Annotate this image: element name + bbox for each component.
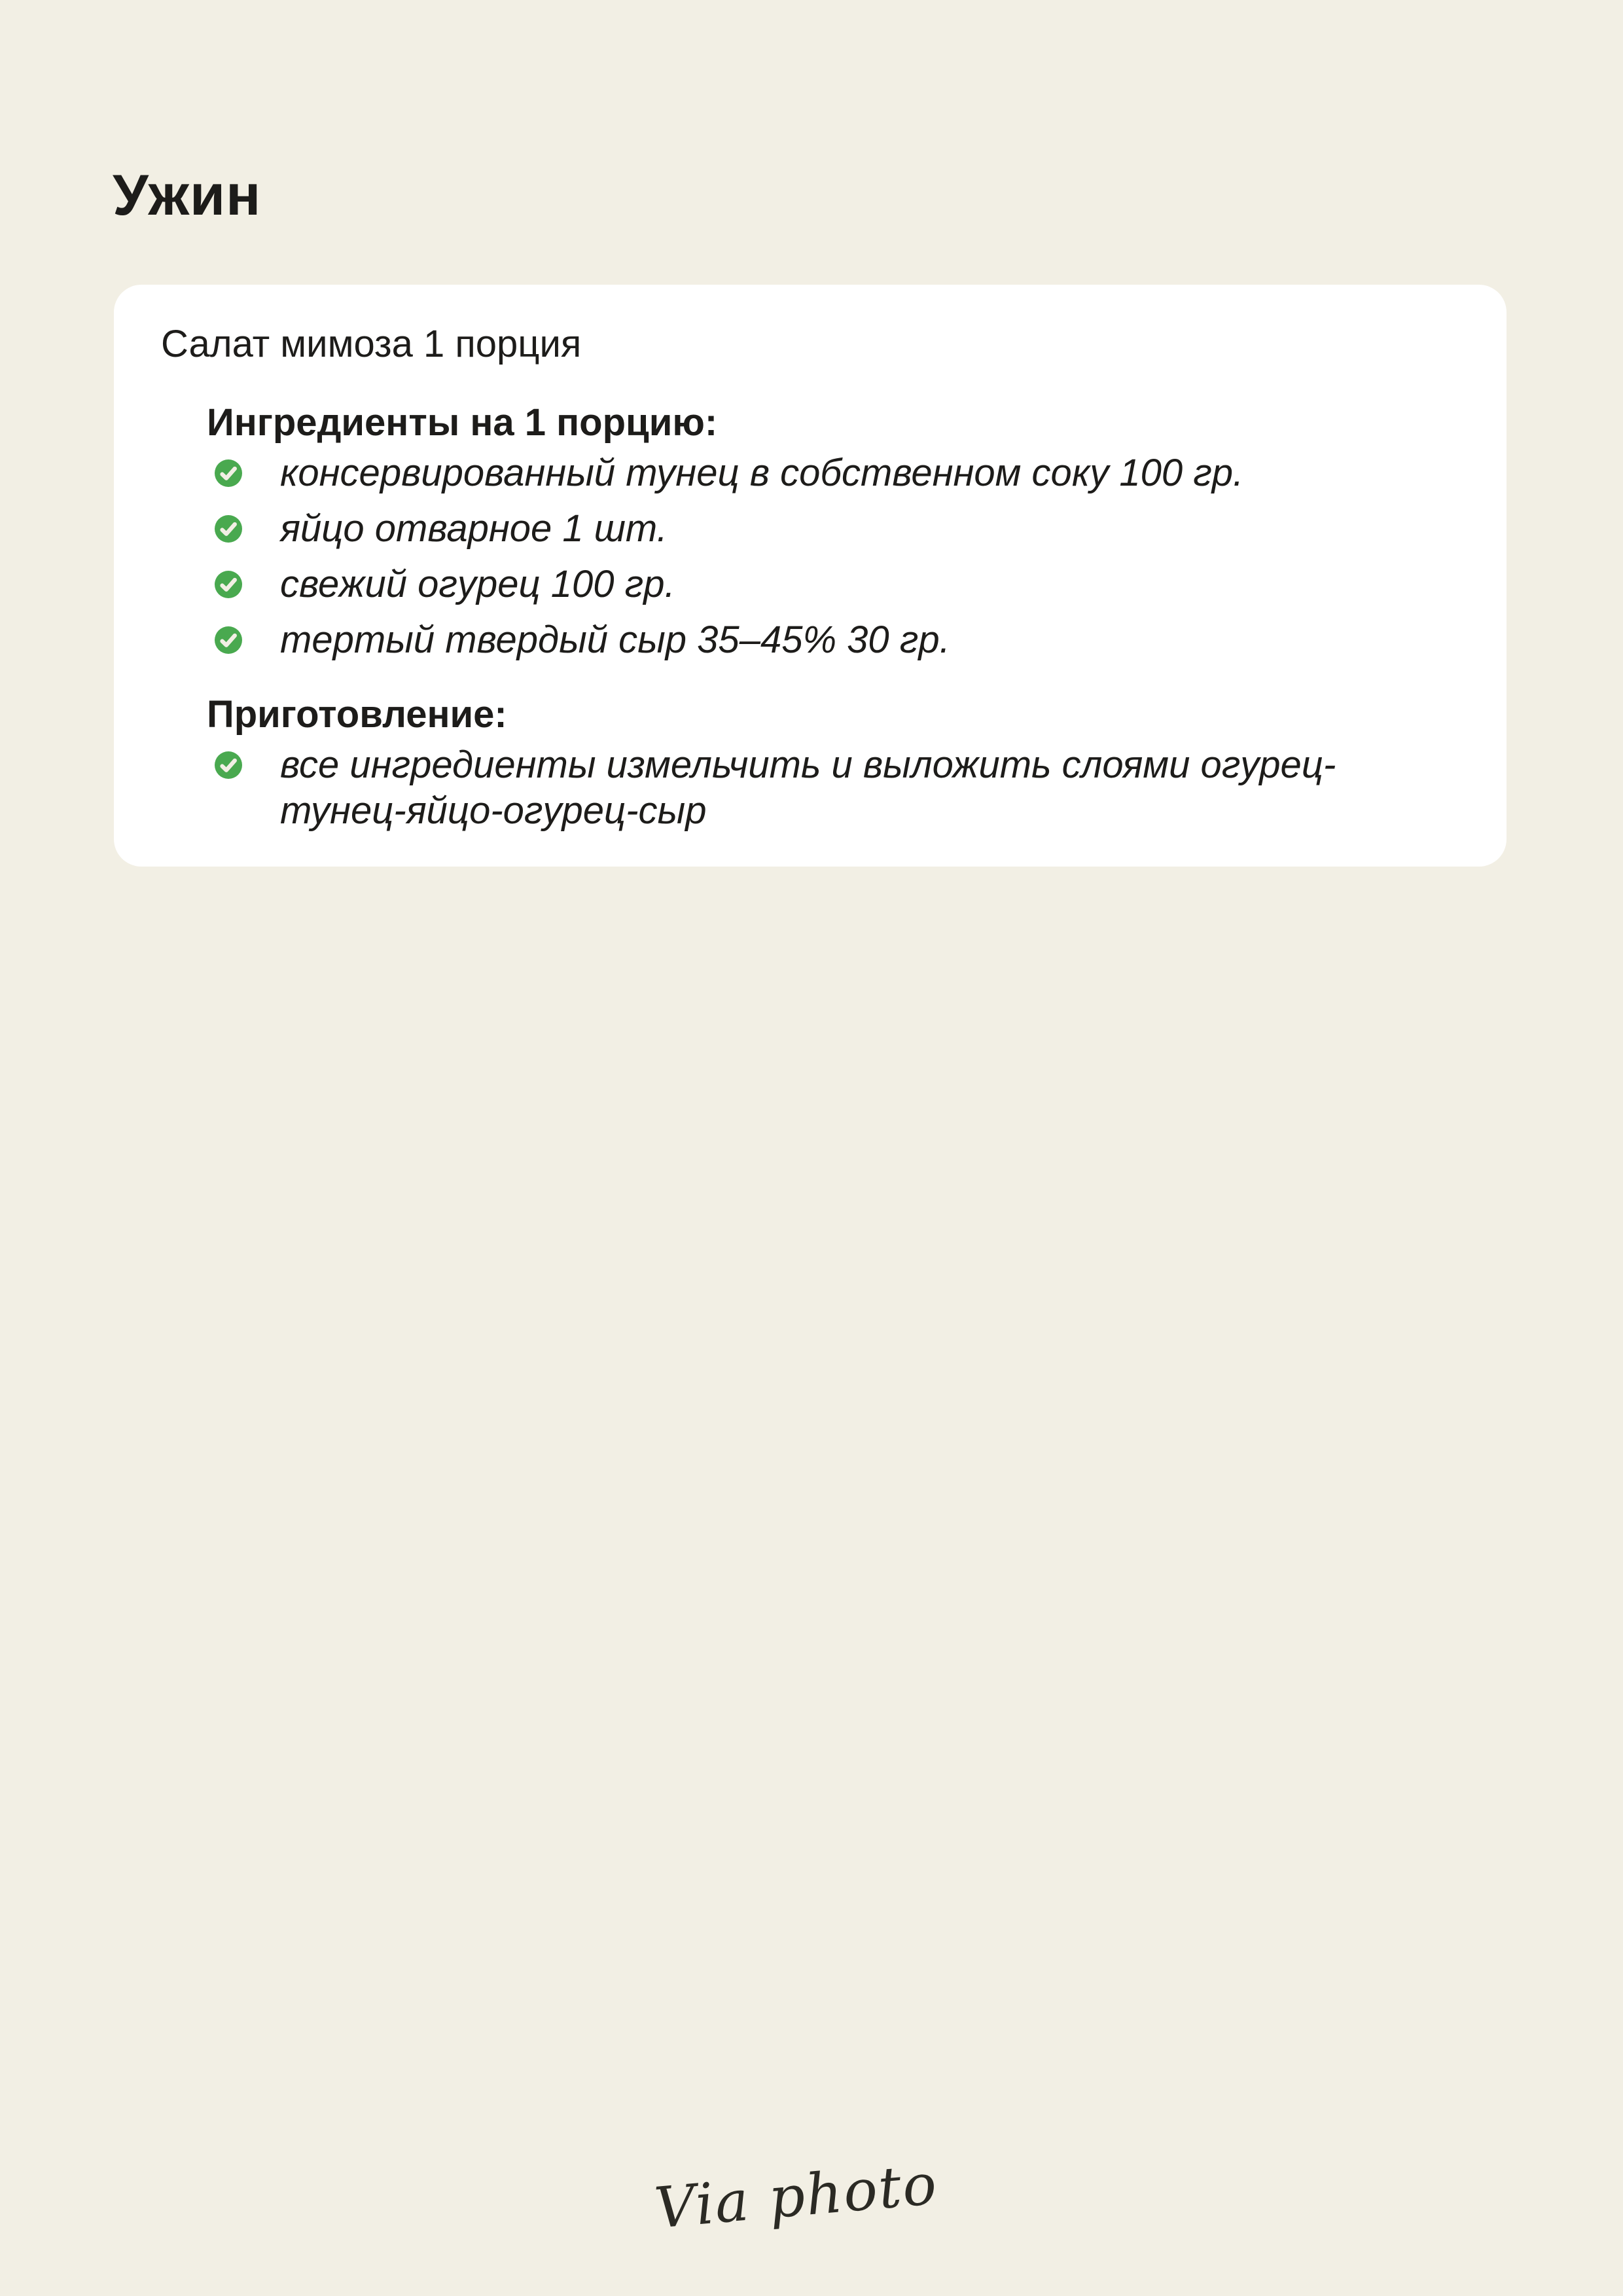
list-item xyxy=(215,738,1459,839)
recipe-title: Салат мимоза 1 порция xyxy=(161,323,582,365)
ingredients-heading: Ингредиенты на 1 порцию: xyxy=(207,401,718,444)
list-item xyxy=(215,613,1459,668)
page-title: Ужин xyxy=(113,162,262,227)
recipe-card xyxy=(114,285,1507,867)
check-icon xyxy=(215,751,242,779)
list-item-text: консервированный тунец в собственном соку 100 гр. xyxy=(280,452,1244,494)
check-icon xyxy=(215,459,242,487)
list-item-text: свежий огурец 100 гр. xyxy=(280,563,675,605)
check-icon xyxy=(215,515,242,543)
list-item-text: тертый твердый сыр 35–45% 30 гр. xyxy=(280,619,950,661)
preparation-heading: Приготовление: xyxy=(207,693,507,736)
ingredients-list xyxy=(161,446,1459,668)
check-icon xyxy=(215,626,242,654)
signature-watermark: Via photo xyxy=(652,2151,940,2242)
list-item-text: все ингредиенты измельчить и выложить слоями огурец-тунец-яйцо-огурец-сыр xyxy=(280,744,1336,832)
list-item xyxy=(215,446,1459,501)
check-icon xyxy=(215,571,242,598)
list-item xyxy=(215,501,1459,557)
list-item xyxy=(215,557,1459,613)
preparation-list xyxy=(161,738,1459,839)
list-item-text: яйцо отварное 1 шт. xyxy=(280,507,668,550)
